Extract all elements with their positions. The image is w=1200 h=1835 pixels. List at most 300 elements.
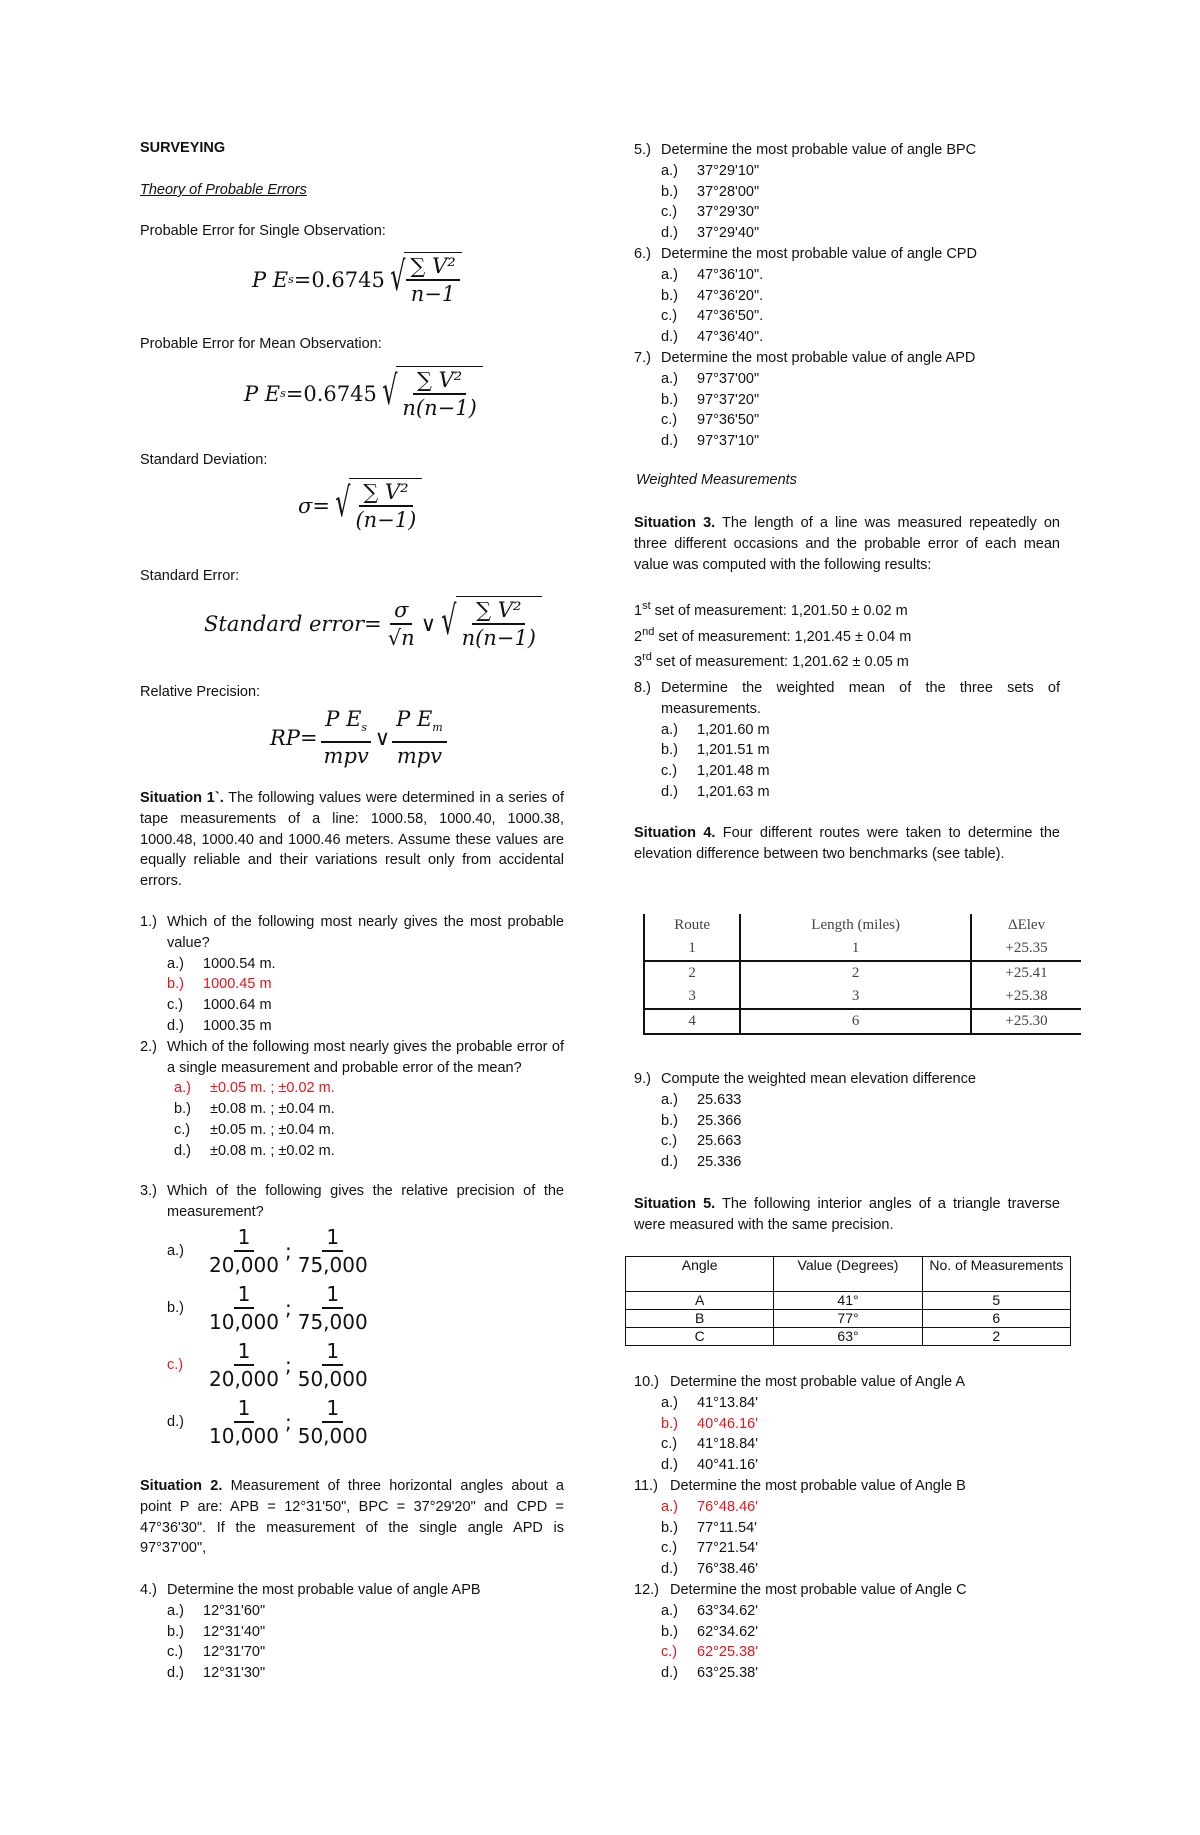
table-cell: B xyxy=(626,1310,774,1328)
answer-option xyxy=(140,954,564,975)
table-cell: 6 xyxy=(740,1009,971,1034)
option-value: 25.336 xyxy=(697,1154,742,1171)
situation-heading: Situation 5. xyxy=(634,1196,716,1212)
option-value: 1,201.63 m xyxy=(697,783,770,800)
answer-option xyxy=(634,1090,1060,1111)
option-letter: c.) xyxy=(661,1644,678,1661)
angles-table xyxy=(625,1256,1071,1346)
answer-option xyxy=(634,1663,1060,1684)
answer-option xyxy=(634,720,1060,741)
numerator: ∑ V² xyxy=(359,479,412,507)
routes-table xyxy=(643,914,1081,1035)
option-value: 25.663 xyxy=(697,1133,742,1150)
set-number: 1 xyxy=(634,602,643,619)
numerator: 1 xyxy=(322,1338,343,1366)
table-row xyxy=(644,961,1081,985)
answer-option-correct xyxy=(634,1642,1060,1663)
option-letter: a.) xyxy=(167,1602,184,1619)
option-value: 63°25.38' xyxy=(697,1665,758,1682)
fraction-pair xyxy=(203,1224,374,1278)
table-cell: 2 xyxy=(644,961,740,985)
separator: ; xyxy=(284,1296,292,1321)
option-letter: d.) xyxy=(661,1154,678,1171)
option-letter: c.) xyxy=(661,204,678,221)
option-value: 37°28'00" xyxy=(697,183,760,200)
option-value: 47°36'20". xyxy=(697,287,764,304)
option-value: 25.633 xyxy=(697,1091,742,1108)
option-letter: b.) xyxy=(661,287,678,304)
option-letter: b.) xyxy=(167,1300,184,1317)
option-letter: a.) xyxy=(661,1602,678,1619)
option-letter: d.) xyxy=(661,433,678,450)
question-9 xyxy=(634,1069,1060,1173)
table-cell: C xyxy=(626,1328,774,1346)
option-letter: b.) xyxy=(661,1415,678,1432)
answer-option xyxy=(634,1111,1060,1132)
option-value: 97°37'10" xyxy=(697,433,760,450)
question-text: Determine the most probable value of angle BPC xyxy=(661,142,977,158)
set-text: set of measurement: 1,201.50 ± 0.02 m xyxy=(650,602,908,619)
situation-text: Four different routes were taken to determine the elevation difference between two benchmarks (see table). xyxy=(634,825,1060,862)
option-letter: d.) xyxy=(167,1017,184,1034)
measurement-set xyxy=(634,596,911,622)
situation-1 xyxy=(140,788,564,892)
option-value: 97°37'00" xyxy=(697,370,760,387)
fraction-pair xyxy=(203,1395,374,1449)
question-text: Determine the weighted mean of the three sets of measurements. xyxy=(661,680,1060,717)
answer-option xyxy=(167,1394,564,1451)
option-value: 40°41.16' xyxy=(697,1457,758,1474)
question-12 xyxy=(634,1580,1060,1684)
formula-subscript: s xyxy=(361,721,368,735)
option-letter: c.) xyxy=(661,308,678,325)
option-value: 40°46.16' xyxy=(697,1415,758,1432)
answer-option xyxy=(634,1622,1060,1643)
table-row xyxy=(644,1009,1081,1034)
option-letter: d.) xyxy=(174,1142,191,1159)
answer-option-correct xyxy=(140,974,564,995)
measurement-set xyxy=(634,622,911,648)
option-value: 76°38.46' xyxy=(697,1561,758,1578)
option-letter: c.) xyxy=(661,763,678,780)
fraction xyxy=(205,1224,283,1278)
fraction xyxy=(205,1395,283,1449)
option-letter: a.) xyxy=(167,1243,184,1260)
option-letter: c.) xyxy=(167,1644,184,1661)
column-header: No. of Measurements xyxy=(922,1257,1070,1292)
numerator: P E xyxy=(325,707,362,731)
section-heading: Theory of Probable Errors xyxy=(140,182,307,198)
formula-relative-precision xyxy=(270,706,449,769)
question-text: Determine the most probable value of angle CPD xyxy=(661,245,977,262)
answer-option xyxy=(140,1120,564,1141)
formula-label: Standard Error: xyxy=(140,568,240,584)
option-letter: b.) xyxy=(661,1112,678,1129)
table-cell: 3 xyxy=(644,985,740,1009)
numerator: 1 xyxy=(234,1338,255,1366)
situation-text: The following values were determined in a series of tape measurements of a line: 1000.58, 1000.40, 1000.38, 1000.48, 1000.40 and 1000.46 meters. Assume these values are equally reliable and their variations result only from accidental errors. xyxy=(140,790,564,890)
square-root: √ $\frac{\text{∑ V²}}{n-1}$ xyxy=(385,252,462,307)
question-number: 12.) xyxy=(634,1581,659,1598)
denominator: 20,000 xyxy=(209,1253,279,1278)
table-cell: 77° xyxy=(774,1310,922,1328)
question-stem xyxy=(140,1580,564,1601)
table-header-row xyxy=(644,914,1081,937)
formula-standard-error xyxy=(204,596,542,651)
answer-option xyxy=(634,182,1060,203)
column-header: Value (Degrees) xyxy=(774,1257,922,1292)
table-cell: 41° xyxy=(774,1292,922,1310)
formula-term: P E xyxy=(252,267,289,292)
question-text: Determine the most probable value of Angle A xyxy=(670,1374,966,1390)
table-cell: 2 xyxy=(922,1328,1070,1346)
situation-heading: Situation 1`. xyxy=(140,790,224,806)
option-value: 63°34.62' xyxy=(697,1602,758,1619)
option-value: 37°29'30" xyxy=(697,204,760,221)
numerator: ∑ V² xyxy=(472,597,525,625)
denominator: 50,000 xyxy=(297,1367,368,1392)
question-4 xyxy=(140,1580,564,1684)
answer-option xyxy=(167,1280,564,1337)
answer-option xyxy=(140,1622,564,1643)
situation-4 xyxy=(634,823,1060,865)
ordinal-suffix: nd xyxy=(642,625,655,638)
option-letter: c.) xyxy=(167,997,184,1014)
formula-term: =0.6745 xyxy=(293,267,385,292)
column-header: Route xyxy=(644,914,740,937)
answer-option xyxy=(634,1434,1060,1455)
question-stem xyxy=(634,1476,1060,1497)
answer-option-correct xyxy=(634,1497,1060,1518)
separator: ; xyxy=(284,1239,292,1264)
table-row xyxy=(626,1292,1071,1310)
question-stem xyxy=(140,1037,564,1079)
option-letter: c.) xyxy=(661,1133,678,1150)
option-value: 12°31'40" xyxy=(203,1623,266,1640)
numerator: ∑ V² xyxy=(413,367,466,395)
denominator: mpv xyxy=(323,744,369,769)
square-root: √ $\frac{\text{∑ V²}}{n(n-1)}$ xyxy=(436,596,542,651)
set-text: set of measurement: 1,201.45 ± 0.04 m xyxy=(654,628,912,645)
option-value: ±0.08 m. ; ±0.04 m. xyxy=(210,1101,335,1118)
fraction xyxy=(294,1395,372,1449)
fraction xyxy=(294,1338,372,1392)
formula-term: P E xyxy=(244,381,281,406)
situation-2 xyxy=(140,1476,564,1559)
answer-option xyxy=(634,369,1060,390)
option-value: ±0.05 m. ; ±0.04 m. xyxy=(210,1121,335,1138)
question-number: 4.) xyxy=(140,1582,157,1598)
situation-heading: Situation 4. xyxy=(634,825,716,841)
option-letter: b.) xyxy=(661,183,678,200)
option-letter: a.) xyxy=(661,1091,678,1108)
answer-option xyxy=(634,161,1060,182)
question-stem xyxy=(634,244,1060,265)
option-value: 47°36'50". xyxy=(697,308,764,325)
question-10 xyxy=(634,1372,1060,1476)
option-value: ±0.08 m. ; ±0.02 m. xyxy=(210,1142,335,1159)
answer-option xyxy=(634,1601,1060,1622)
answer-option xyxy=(634,782,1060,803)
option-letter: d.) xyxy=(661,1457,678,1474)
option-value: 77°11.54' xyxy=(697,1519,757,1536)
numerator: σ xyxy=(390,597,412,625)
answer-option xyxy=(634,202,1060,223)
option-letter: b.) xyxy=(661,1623,678,1640)
table-cell: 63° xyxy=(774,1328,922,1346)
fraction-pair xyxy=(203,1338,374,1392)
option-letter: b.) xyxy=(167,976,184,993)
denominator: 50,000 xyxy=(297,1424,368,1449)
question-stem xyxy=(140,912,564,954)
option-letter: c.) xyxy=(167,1357,184,1374)
answer-option xyxy=(634,761,1060,782)
option-letter: d.) xyxy=(661,783,678,800)
formula-term: Standard error= xyxy=(204,611,382,636)
option-letter: d.) xyxy=(661,329,678,346)
option-letter: d.) xyxy=(167,1665,184,1682)
numerator: 1 xyxy=(322,1224,343,1252)
answer-option xyxy=(140,1141,564,1162)
formula-single-observation xyxy=(252,252,462,307)
table-cell: A xyxy=(626,1292,774,1310)
questions-1-2 xyxy=(140,912,564,1162)
answer-option xyxy=(140,995,564,1016)
question-number: 2.) xyxy=(140,1038,157,1055)
question-text: Which of the following gives the relative precision of the measurement? xyxy=(167,1183,564,1220)
answer-option xyxy=(634,431,1060,452)
question-stem xyxy=(634,678,1060,720)
formula-label: Probable Error for Mean Observation: xyxy=(140,336,382,352)
column-header: Length (miles) xyxy=(740,914,971,937)
answer-option-correct xyxy=(167,1337,564,1394)
table-cell: +25.35 xyxy=(971,937,1081,961)
question-7 xyxy=(634,348,1060,452)
denominator: (n−1) xyxy=(355,508,417,532)
option-letter: c.) xyxy=(661,1540,678,1557)
answer-option xyxy=(140,1099,564,1120)
or-symbol: ∨ xyxy=(374,725,391,750)
option-value: 77°21.54' xyxy=(697,1540,758,1557)
option-value: 25.366 xyxy=(697,1112,742,1129)
question-number: 7.) xyxy=(634,349,651,366)
or-symbol: ∨ xyxy=(420,611,437,636)
situation-5 xyxy=(634,1194,1060,1236)
option-value: 47°36'40". xyxy=(697,329,764,346)
answer-option xyxy=(634,286,1060,307)
answer-option xyxy=(634,1559,1060,1580)
question-8 xyxy=(634,678,1060,803)
option-value: 62°25.38' xyxy=(697,1644,758,1661)
fraction xyxy=(205,1281,283,1335)
question-3 xyxy=(140,1181,564,1451)
table-cell: 6 xyxy=(922,1310,1070,1328)
fraction xyxy=(205,1338,283,1392)
option-letter: a.) xyxy=(661,721,678,738)
question-number: 9.) xyxy=(634,1071,651,1087)
formula-standard-deviation xyxy=(298,478,422,533)
table-cell: 1 xyxy=(644,937,740,961)
option-value: 37°29'10" xyxy=(697,162,760,179)
question-text: Determine the most probable value of Angle C xyxy=(670,1581,967,1598)
option-letter: b.) xyxy=(174,1101,191,1118)
fraction xyxy=(294,1281,372,1335)
option-letter: b.) xyxy=(661,1519,678,1536)
question-number: 8.) xyxy=(634,680,651,696)
formula-label: Probable Error for Single Observation: xyxy=(140,223,386,239)
option-value: 12°31'30" xyxy=(203,1665,266,1682)
option-value: 12°31'60" xyxy=(203,1602,266,1619)
table-cell: +25.30 xyxy=(971,1009,1081,1034)
option-letter: c.) xyxy=(174,1121,191,1138)
question-text: Compute the weighted mean elevation difference xyxy=(661,1071,976,1087)
table-cell: +25.41 xyxy=(971,961,1081,985)
option-letter: a.) xyxy=(661,1498,678,1515)
question-stem xyxy=(634,1069,1060,1090)
denominator: n−1 xyxy=(410,282,456,306)
question-stem xyxy=(634,1580,1060,1601)
answer-option-correct xyxy=(140,1078,564,1099)
answer-option xyxy=(634,327,1060,348)
option-value: 1000.54 m. xyxy=(203,955,276,972)
question-text: Which of the following most nearly gives the probable error of a single measurement and probable error of the mean? xyxy=(167,1038,564,1076)
ordinal-suffix: rd xyxy=(642,651,652,664)
answer-option xyxy=(634,1152,1060,1173)
question-text: Determine the most probable value of angle APB xyxy=(167,1582,481,1598)
separator: ; xyxy=(284,1353,292,1378)
square-root: √ $\frac{\text{∑ V²}}{n(n-1)}$ xyxy=(377,366,483,421)
option-value: 62°34.62' xyxy=(697,1623,758,1640)
option-value: 41°18.84' xyxy=(697,1436,758,1453)
denominator: √n xyxy=(387,625,415,650)
option-value: 76°48.46' xyxy=(697,1498,758,1515)
table-row xyxy=(626,1310,1071,1328)
option-value: 1000.35 m xyxy=(203,1017,272,1034)
option-value: 1000.45 m xyxy=(203,976,272,993)
table-header-row xyxy=(626,1257,1071,1292)
question-4 xyxy=(140,1580,564,1684)
set-text: set of measurement: 1,201.62 ± 0.05 m xyxy=(651,654,909,671)
option-letter: b.) xyxy=(661,742,678,759)
document-title: SURVEYING xyxy=(140,140,226,156)
set-number: 3 xyxy=(634,654,643,671)
option-value: 97°36'50" xyxy=(697,412,760,429)
numerator: 1 xyxy=(234,1281,255,1309)
question-text: Determine the most probable value of Angle B xyxy=(670,1477,966,1494)
answer-option xyxy=(634,1518,1060,1539)
option-letter: d.) xyxy=(167,1414,184,1431)
question-number: 10.) xyxy=(634,1374,659,1390)
question-9 xyxy=(634,1069,1060,1173)
table-cell: +25.38 xyxy=(971,985,1081,1009)
question-11 xyxy=(634,1476,1060,1580)
fraction-pair xyxy=(203,1281,374,1335)
situation-text: The following interior angles of a triangle traverse were measured with the same precision. xyxy=(634,1196,1060,1233)
option-letter: d.) xyxy=(661,1561,678,1578)
situation-text: The length of a line was measured repeatedly on three different occasions and the probable error of each mean value was computed with the following results: xyxy=(634,515,1060,573)
answer-option xyxy=(634,1538,1060,1559)
option-letter: a.) xyxy=(661,266,678,283)
denominator: mpv xyxy=(396,744,443,769)
situation-text: Measurement of three horizontal angles about a point P are: APB = 12°31'50", BPC = 37°29'20" and CPD = 47°36'30". If the measurement of the single angle APD is 97°37'00", xyxy=(140,1478,564,1557)
answer-option xyxy=(140,1663,564,1684)
answer-option-correct xyxy=(634,1414,1060,1435)
option-value: 1,201.48 m xyxy=(697,763,770,780)
numerator: 1 xyxy=(322,1281,343,1309)
measurement-sets xyxy=(634,596,911,673)
question-2 xyxy=(140,1037,564,1162)
formula-term: σ= xyxy=(298,493,330,518)
column-header: ΔElev xyxy=(971,914,1081,937)
option-letter: d.) xyxy=(661,225,678,242)
option-value: 37°29'40" xyxy=(697,225,760,242)
option-letter: a.) xyxy=(174,1080,191,1097)
denominator: 75,000 xyxy=(297,1310,368,1335)
denominator: 20,000 xyxy=(209,1367,279,1392)
question-number: 11.) xyxy=(634,1477,658,1494)
situation-heading: Situation 2. xyxy=(140,1478,223,1494)
answer-option xyxy=(634,1455,1060,1476)
answer-option xyxy=(634,223,1060,244)
question-stem xyxy=(634,348,1060,369)
option-letter: a.) xyxy=(167,955,184,972)
formula-mean-observation xyxy=(244,366,483,421)
option-value: 41°13.84' xyxy=(697,1394,758,1411)
denominator: n(n−1) xyxy=(402,396,477,420)
table-row xyxy=(644,937,1081,961)
numerator: 1 xyxy=(234,1395,255,1423)
answer-option xyxy=(634,265,1060,286)
column-header: Angle xyxy=(626,1257,774,1292)
question-stem xyxy=(634,140,1060,161)
option-value: 12°31'70" xyxy=(203,1644,266,1661)
answer-option xyxy=(140,1642,564,1663)
questions-5-7 xyxy=(634,140,1060,452)
question-6 xyxy=(634,244,1060,348)
answer-option xyxy=(167,1223,564,1280)
formula-label: Relative Precision: xyxy=(140,684,261,700)
option-value: ±0.05 m. ; ±0.02 m. xyxy=(210,1080,335,1097)
square-root: √ $\frac{\text{∑ V²}}{(n-1)}$ xyxy=(330,478,422,533)
option-letter: c.) xyxy=(661,1436,678,1453)
question-8 xyxy=(634,678,1060,803)
option-letter: b.) xyxy=(167,1623,184,1640)
answer-option xyxy=(634,306,1060,327)
option-value: 1,201.51 m xyxy=(697,742,770,759)
option-value: 47°36'10". xyxy=(697,266,764,283)
answer-option xyxy=(634,740,1060,761)
option-letter: b.) xyxy=(661,391,678,408)
table-row xyxy=(644,985,1081,1009)
denominator: n(n−1) xyxy=(461,626,536,650)
option-value: 97°37'20" xyxy=(697,391,760,408)
ordinal-suffix: st xyxy=(642,600,651,612)
table-cell: 5 xyxy=(922,1292,1070,1310)
option-letter: c.) xyxy=(661,412,678,429)
questions-10-12 xyxy=(634,1372,1060,1684)
table-cell: 4 xyxy=(644,1009,740,1034)
formula-term: RP= xyxy=(270,725,318,750)
answer-option xyxy=(634,1393,1060,1414)
formula-term: =0.6745 xyxy=(285,381,377,406)
numerator: 1 xyxy=(234,1224,255,1252)
question-number: 5.) xyxy=(634,142,651,158)
answer-option xyxy=(634,1131,1060,1152)
denominator: 10,000 xyxy=(209,1424,279,1449)
set-number: 2 xyxy=(634,628,643,645)
formula-label: Standard Deviation: xyxy=(140,452,268,468)
option-value: 1,201.60 m xyxy=(697,721,770,738)
